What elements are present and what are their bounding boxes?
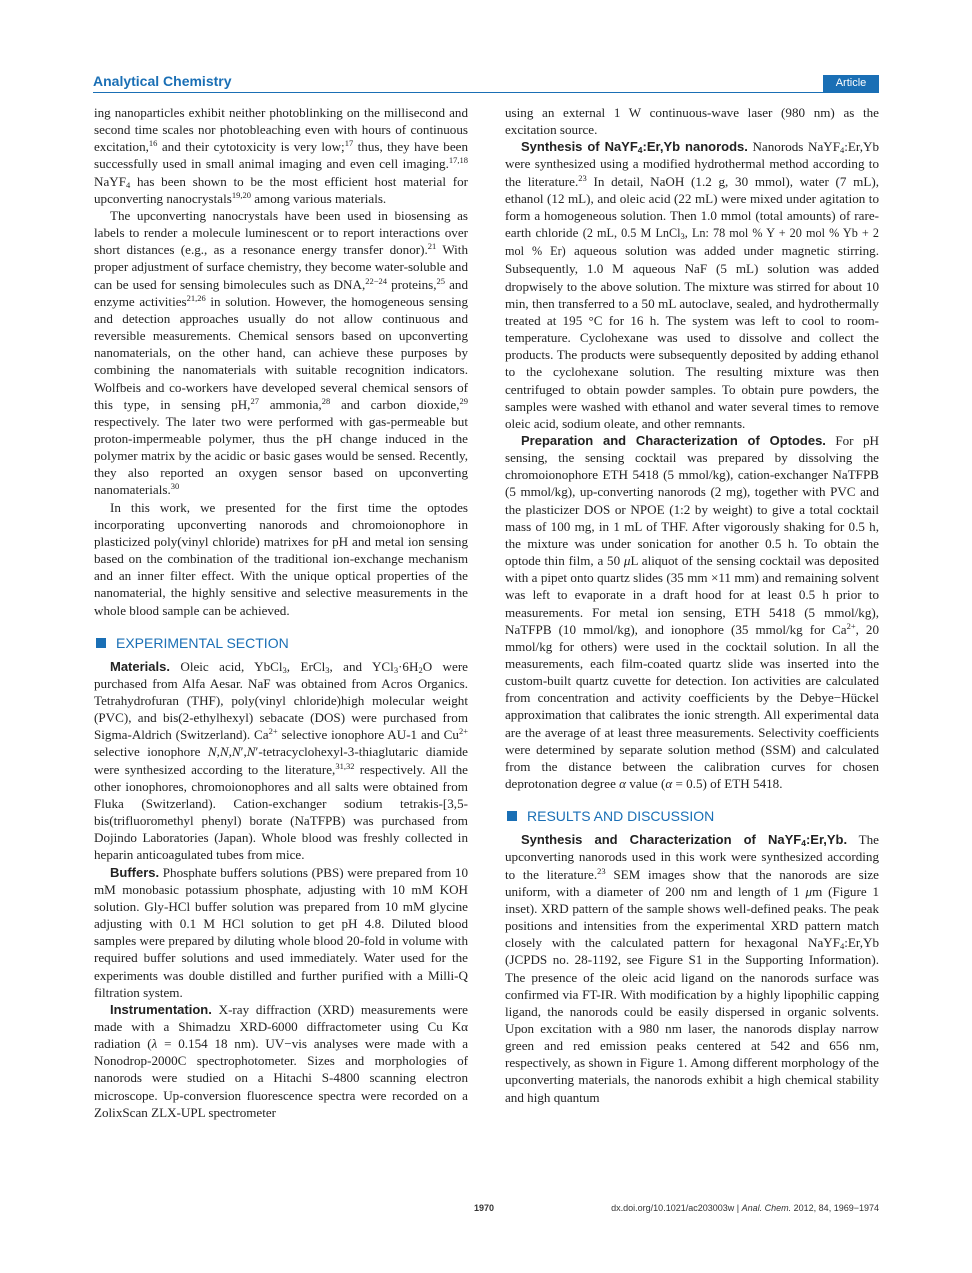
- paragraph: using an external 1 W continuous-wave laser (980 nm) as the excitation source.: [505, 105, 879, 138]
- paragraph-buffers: Buffers. Phosphate buffers solutions (PBS) were prepared from 10 mM monobasic potassium phosphate, adjusting with 10 mM KOH solution. Gly-HCl buffer solution was prepared from 10 mM glycine adjusting with 0.1 M HCl solution to get pH 4.8. Diluted blood samples were prepared by diluting whole blood 20-fold in volume with required buffer solutions and used immediately. Water used for the experiments was double distilled and further purified with a Milli-Q filtration system.: [94, 864, 468, 1000]
- paragraph-results: Synthesis and Characterization of NaYF$_4$:Er,Yb. The upconverting nanorods used in this work were synthesized according to the literature.$^{23}$ SEM images show that the nanorods are size uniform, with a diameter of 200 nm and length of 1 μm (Figure 1 inset). XRD pattern of the sample shows well-defined peaks. The peak positions and intensities from the experimental XRD pattern match closely with the calculated pattern for hexagonal NaYF$_4$:Er,Yb (JCPDS no. 28-1192, see Figure S1 in the Supporting Information). The presence of the oleic acid ligand on the nanorods surface was confirmed via FT-IR. With modification by a highly lipophilic capping ligand, the nanorods could be easily dispersed in organic solvents. Upon excitation with a 980 nm laser, the nanorods display narrow green and red emission peaks centered at 542 and 656 nm, respectively, as shown in Figure 1. Among different morphology of the upconverting materials, the nanorods exhibit a high chemical stability and high quantum: [505, 832, 879, 1105]
- page-number: 1970: [474, 1203, 495, 1213]
- run-in-heading: Materials.: [110, 658, 170, 674]
- paragraph-optodes: Preparation and Characterization of Optodes. For pH sensing, the sensing cocktail was prepared by dissolving the chromoionophore ETH 5418 (5 mmol/kg), cation-exchanger NaTFPB (5 mmol/kg), up-converting nanorods (2 mg), together with PVC and the plasticizer DOS or NPOE (1:2 by weight) to give a total cocktail mass of 100 mg, in 1 mL of THF. After vigorously shaking for 0.5 h, the mixture was under sonication for another 0.5 h. To obtain the optode thin film, a 50 μL aliquot of the sensing cocktail was deposited with a pipet onto quartz slides (35 mm ×11 mm) and remaining solvent was left to evaporate in a draft hood for at least 0.5 h prior to measurements. For metal ion sensing, ETH 5418 (5 mmol/kg), NaTFPB (10 mmol/kg), and ionophore (35 mmol/kg for $Ca^{2+}$, 20 mmol/kg for others) were used in the cocktail solution. In all the measurements, each film-coated quartz slide was inserted into the custom-built quartz cuvette for detection. Ion activities are calculated from concentration and activity coefficients by the Debye−Hückel approximation that calibrates the ionic strength. All experimental data are the average of at least three measurements. Selectivity coefficients were determined by separate solution method (SSM) and calculated from the distance between the calibration curves for chosen deprotonation degree α value (α = 0.5) of ETH 5418.: [505, 432, 879, 792]
- journal-abbrev: Anal. Chem.: [741, 1203, 792, 1213]
- paragraph-materials: Materials. Oleic acid, YbCl$_3$, ErCl$_3$, and $YCl_3\cdot 6H_2O$ were purchased from Alfa Aesar. NaF was obtained from Acros Organics. Tetrahydrofuran (THF), poly(vinyl chloride)high molecular weight (PVC), and bis(2-ethylhexyl) sebacate (DOS) were purchased from Sigma-Aldrich (Switzerland). $Ca^{2+}$ selective ionophore AU-1 and $Cu^{2+}$ selective ionophore N,N,N′,N′-tetracyclohexyl-3-thiaglutaric diamide were synthesized according to the literature,$^{31,32}$ respectively. All the other ionophores, chromoionophores and all salts were obtained from Fluka (Switzerland). Cation-exchanger sodium tetrakis-[3,5-bis(trifluoromethyl phenyl) borate (NaTFPB) was purchased from Dojindo Laboratories (Japan). Whole blood was freshly collected in heparin anticoagulated tubes from mice.: [94, 658, 469, 863]
- run-in-heading: Buffers.: [110, 864, 160, 880]
- left-column: [94, 104, 468, 1121]
- right-column: [505, 104, 879, 1106]
- paragraph: In this work, we presented for the first time the optodes incorporating upconverting nanorods and chromoionophore in plasticized poly(vinyl chloride) matrixes for pH and metal ion sensing based on the combination of the traditional ion-exchange mechanism and an inner filter effect. With the unique optical properties of the nanomaterial, the highly sensitive and selective measurements in the whole blood sample can be achieved.: [94, 499, 468, 618]
- header-rule: [93, 92, 879, 93]
- journal-name: Analytical Chemistry: [93, 73, 232, 89]
- paragraph-synthesis: Synthesis of NaYF$_4$:Er,Yb nanorods. Nanorods NaYF$_4$:Er,Yb were synthesized using a modified hydrothermal method according to the literature.$^{23}$ In detail, NaOH (1.2 g, 30 mmol), water (7 mL), ethanol (12 mL), and oleic acid (22 mL) were mixed under agitation to form a homogeneous solution. Then 1.0 mmol (total amounts) of rare-earth chloride (2 mL, 0.5 M LnCl$_3$, Ln: 78 mol % Y + 20 mol % Yb + 2 mol % Er) aqueous solution was added under magnetic stirring. Subsequently, 1.0 M aqueous NaF (5 mL) solution was added dropwisely to the above solution. The mixture was stirred for about 10 min, then transferred to a 50 mL autoclave, sealed, and hydrothermally treated at 195 °C for 16 h. The system was left to cool to room-temperature. Cyclohexane was used to dissolve and collect the products. The products were subsequently deposited by adding ethanol to the cyclohexane solution. The resulting mixture was then centrifuged to obtain powder samples. To obtain pure powders, the samples were washed with ethanol and water several times to remove oleic acid, sodium oleate, and other remnants.: [505, 139, 880, 431]
- doi-link[interactable]: dx.doi.org/10.1021/ac203003w: [611, 1203, 735, 1213]
- section-bullet-icon: [96, 638, 106, 648]
- section-bullet-icon: [507, 811, 517, 821]
- run-in-heading: Synthesis and Characterization of NaYF$_4$:Er,Yb.: [521, 832, 848, 849]
- section-heading-results: RESULTS AND DISCUSSION: [505, 808, 879, 825]
- citation: 2012, 84, 1969−1974: [793, 1203, 879, 1213]
- run-in-heading: Synthesis of NaYF$_4$:Er,Yb nanorods.: [521, 139, 748, 156]
- run-in-heading: Instrumentation.: [110, 1001, 212, 1017]
- paragraph: ing nanoparticles exhibit neither photoblinking on the millisecond and second time scales nor photobleaching even with hours of continuous excitation,$^{16}$ and their cytotoxicity is very low;$^{17}$ thus, they have been successfully used in small animal imaging and even cell imaging.$^{17,18}$ NaYF$_4$ has been shown to be the most efficient host material for upconverting nanocrystals$^{19,20}$ among various materials.: [94, 105, 468, 206]
- paragraph-instrumentation: Instrumentation. X-ray diffraction (XRD) measurements were made with a Shimadzu XRD-6000 diffractometer using Cu Kα radiation (λ = 0.154 18 nm). UV−vis analyses were made with a Nonodrop-2000C spectrophotometer. Sizes and morphologies of nanorods were studied on a Hitachi S-4800 scanning electron microscope. Up-conversion fluorescence spectra were recorded on a ZolixScan ZLX-UPL spectrometer: [94, 1001, 469, 1120]
- section-heading-experimental: EXPERIMENTAL SECTION: [94, 635, 468, 652]
- citation-line: dx.doi.org/10.1021/ac203003w | Anal. Chem. 2012, 84, 1969−1974: [611, 1203, 879, 1213]
- paragraph: The upconverting nanocrystals have been used in biosensing as labels to render a molecule luminescent or to report interactions over short distances (e.g., as a resonance energy transfer donor).$^{21}$ With proper adjustment of surface chemistry, they become water-soluble and can be used for sensing bimolecules such as DNA,$^{22-24}$ proteins,$^{25}$ and enzyme activities$^{21,26}$ in solution. However, the homogeneous sensing and detection approaches usually do not allow continuous and reversible measurements. Chemical sensors based on upconverting nanomaterials, on the other hand, can achieve these purposes by combining the nanomaterials with suitable recognition indicators. Wolfbeis and co-workers have developed several chemical sensors of this type, in sensing pH,$^{27}$ ammonia,$^{28}$ and carbon dioxide,$^{29}$ respectively. The later two were performed with gas-permeable but proton-impermeable polymer, thus the pH change induced in the polymer matrix by the acidic or basic gases would be sensed. Recently, they also reported an oxygen sensor based on upconverting nanomaterials.$^{30}$: [94, 207, 469, 498]
- run-in-heading: Preparation and Characterization of Optodes.: [521, 432, 826, 448]
- article-badge: Article: [823, 75, 879, 92]
